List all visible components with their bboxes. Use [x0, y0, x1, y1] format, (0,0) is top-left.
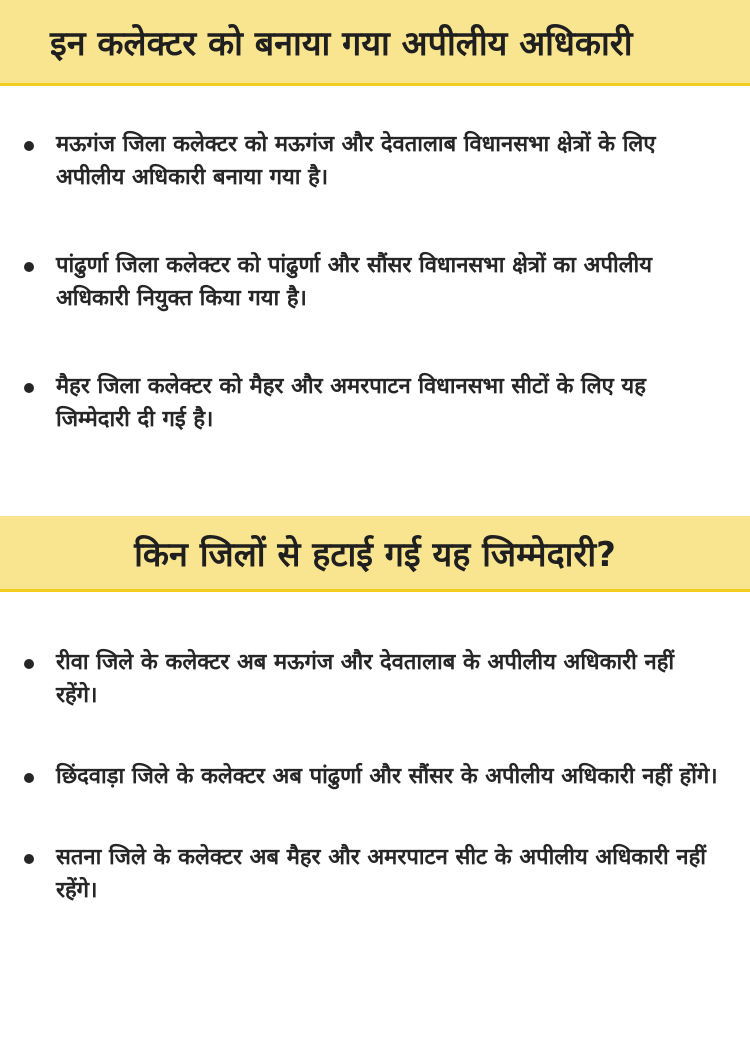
- list-item: [0, 370, 750, 436]
- list-item-text: छिंदवाड़ा जिले के कलेक्टर अब पांढुर्णा और सौंसर के अपीलीय अधिकारी नहीं होंगे।: [56, 764, 718, 789]
- list-item: [0, 646, 750, 712]
- section1-heading: इन कलेक्टर को बनाया गया अपीलीय अधिकारी: [50, 23, 633, 64]
- list-item-text: सतना जिले के कलेक्टर अब मैहर और अमरपाटन सीट के अपीलीय अधिकारी नहीं रहेंगे।: [56, 845, 706, 903]
- section2-header: [0, 516, 750, 592]
- section2-list: [0, 646, 750, 955]
- bullet-icon: [24, 383, 34, 393]
- bullet-icon: [24, 659, 34, 669]
- list-item: [0, 760, 750, 793]
- list-item-text: रीवा जिले के कलेक्टर अब मऊगंज और देवतालाब के अपीलीय अधिकारी नहीं रहेंगे।: [56, 650, 675, 708]
- list-item: [0, 128, 750, 194]
- section1-list: [0, 128, 750, 491]
- list-item: [0, 841, 750, 907]
- bullet-icon: [24, 141, 34, 151]
- list-item-text: मैहर जिला कलेक्टर को मैहर और अमरपाटन विधानसभा सीटों के लिए यह जिम्मेदारी दी गई है।: [56, 374, 646, 432]
- bullet-icon: [24, 262, 34, 272]
- list-item-text: पांढुर्णा जिला कलेक्टर को पांढुर्णा और सौंसर विधानसभा क्षेत्रों का अपीलीय अधिकारी नियुक्त किया गया है।: [56, 253, 653, 311]
- bullet-icon: [24, 854, 34, 864]
- list-item-text: मऊगंज जिला कलेक्टर को मऊगंज और देवतालाब विधानसभा क्षेत्रों के लिए अपीलीय अधिकारी बनाया गया है।: [56, 132, 656, 190]
- bullet-icon: [24, 773, 34, 783]
- section1-header: [0, 0, 750, 86]
- list-item: [0, 249, 750, 315]
- section2-heading: किन जिलों से हटाई गई यह जिम्मेदारी?: [134, 534, 616, 575]
